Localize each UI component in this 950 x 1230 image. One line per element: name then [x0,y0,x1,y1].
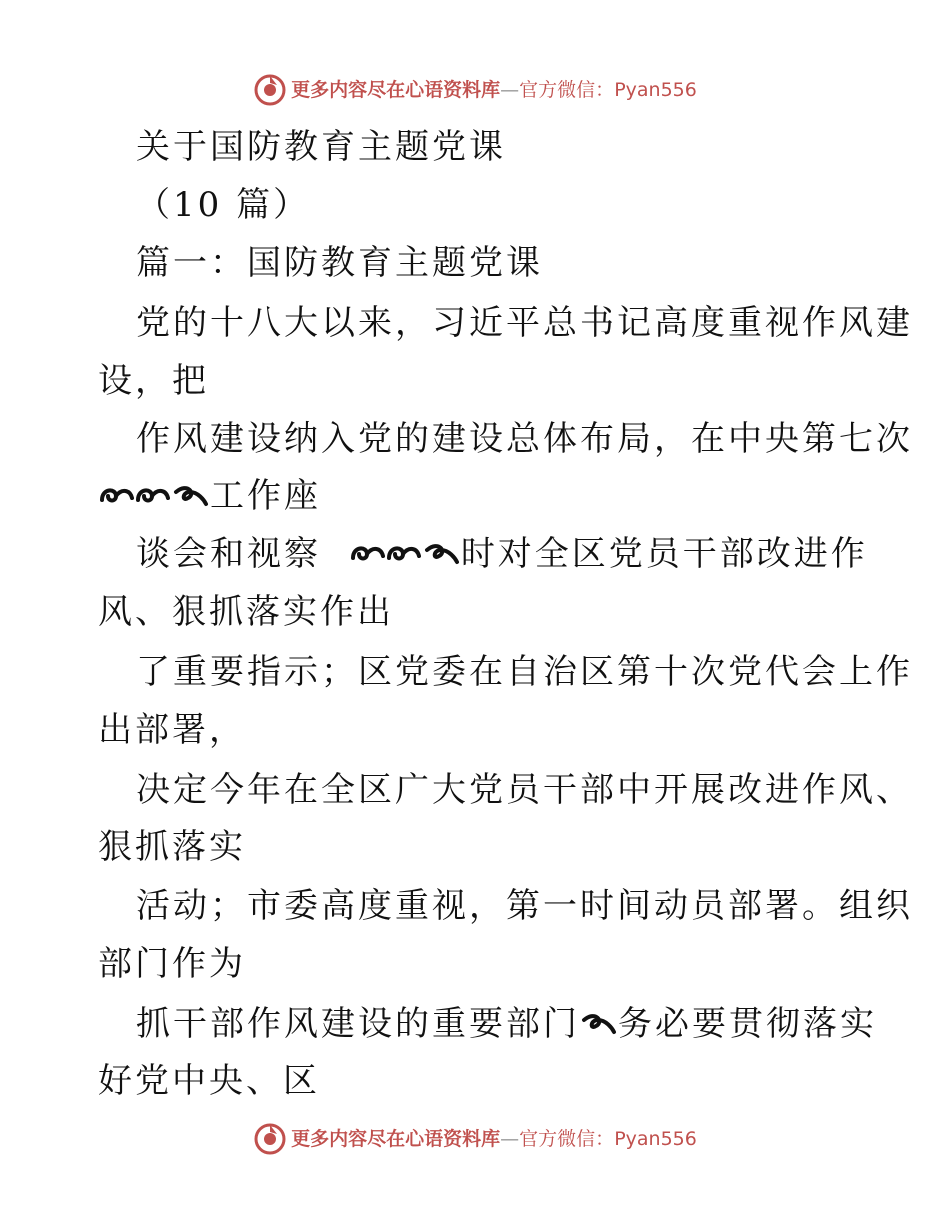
paragraph-line: 了重要指示；区党委在自治区第十次党代会上作 [136,652,913,692]
paragraph-line-text: 工作座 [210,476,321,516]
paragraph-line-text: 务必要贯彻落实 [618,1004,877,1044]
paragraph-line: 党的十八大以来，习近平总书记高度重视作风建 [136,303,913,343]
paragraph-line [98,472,321,520]
paragraph-line: 决定今年在全区广大党员干部中开展改进作风、 [136,770,913,810]
document-count: （10 篇） [136,185,311,225]
watermark-logo-icon [253,1122,287,1156]
footer-watermark [0,1121,950,1157]
paragraph-line: 设，把 [98,361,209,401]
paragraph-line: 出部署， [98,710,246,750]
paragraph-line: 作风建设纳入党的建设总体布局，在中央第七次 [136,419,913,459]
paragraph-line-text: 谈会和视察 [136,534,321,574]
section-heading: 篇一：国防教育主题党课 [136,243,543,283]
watermark-site-text: 更多内容尽在心语资料库 [291,79,501,101]
paragraph-line-text: 时对全区党员干部改进作 [460,534,868,574]
watermark-wechat-label: 官方微信： [519,1128,615,1150]
watermark-wechat-id: Pyan556 [614,79,697,101]
paragraph-line [136,530,868,578]
watermark-wechat-id: Pyan556 [614,1128,697,1150]
watermark-dash: — [500,79,520,101]
paragraph-line: 部门作为 [98,944,246,984]
ornament-glyph-icon [349,538,461,568]
document-title: 关于国防教育主题党课 [136,127,506,167]
paragraph-line: 狠抓落实 [98,827,246,867]
paragraph-line [136,1000,877,1048]
ornament-glyph-icon [98,480,210,510]
watermark-dash: — [500,1128,520,1150]
paragraph-line-text: 抓干部作风建设的重要部门 [136,1004,580,1044]
ornament-glyph-icon [580,1008,618,1038]
paragraph-line: 活动；市委高度重视，第一时间动员部署。组织 [136,886,913,926]
header-watermark [0,72,950,108]
watermark-wechat-label: 官方微信： [519,79,615,101]
paragraph-line: 风、狠抓落实作出 [98,592,394,632]
paragraph-line: 好党中央、区 [98,1061,320,1101]
watermark-site-text: 更多内容尽在心语资料库 [291,1128,501,1150]
watermark-logo-icon [253,73,287,107]
